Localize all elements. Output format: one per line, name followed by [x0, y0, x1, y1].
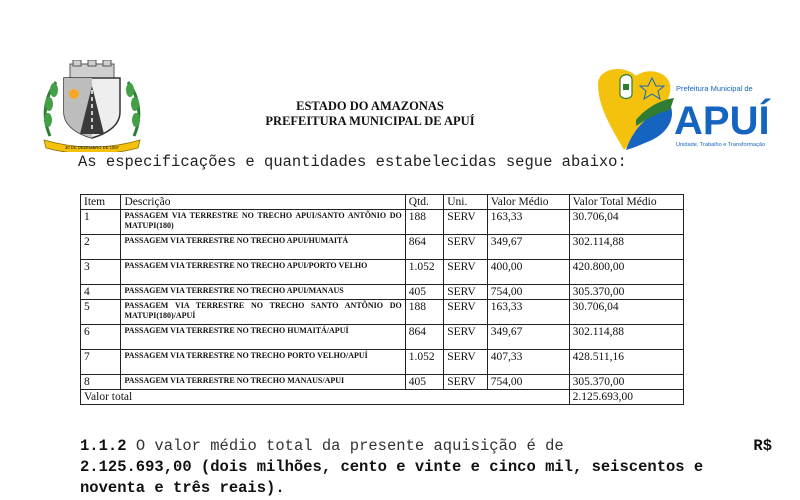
cell-valor-medio: 407,33 [487, 350, 569, 375]
header-valor-total: Valor Total Médio [569, 195, 683, 210]
total-value: 2.125.693,00 [569, 390, 683, 405]
svg-text:Unidade, Trabalho e Transforma: Unidade, Trabalho e Transformação [676, 142, 766, 148]
header-uni: Uni. [444, 195, 488, 210]
total-value-text: 2.125.693,00 (dois milhões, cento e vinte e cinco mil, seiscentos e noventa e três reais). [80, 458, 704, 497]
cell-qtd: 405 [405, 375, 443, 390]
cell-uni: SERV [444, 375, 488, 390]
cell-uni: SERV [444, 235, 488, 260]
cell-qtd: 1.052 [405, 350, 443, 375]
cell-item: 3 [81, 260, 121, 285]
municipal-crest-icon [40, 60, 144, 152]
cell-descricao: PASSAGEM VIA TERRESTRE NO TRECHO HUMAITÁ/APUÍ [121, 325, 405, 350]
cell-item: 1 [81, 210, 121, 235]
cell-uni: SERV [444, 260, 488, 285]
cell-valor-total: 420.800,00 [569, 260, 683, 285]
header-descricao: Descrição [121, 195, 405, 210]
cell-valor-medio: 754,00 [487, 285, 569, 300]
cell-uni: SERV [444, 300, 488, 325]
cell-item: 4 [81, 285, 121, 300]
cell-item: 2 [81, 235, 121, 260]
cell-valor-medio: 163,33 [487, 300, 569, 325]
table-row [81, 350, 684, 375]
clause-text: O valor médio total da presente aquisição é de [135, 437, 564, 455]
specifications-table [80, 194, 684, 405]
cell-valor-medio: 754,00 [487, 375, 569, 390]
cell-valor-medio: 163,33 [487, 210, 569, 235]
cell-descricao: PASSAGEM VIA TERRESTRE NO TRECHO APUI/SANTO ANTÔNIO DO MATUPI(180) [121, 210, 405, 235]
cell-qtd: 1.052 [405, 260, 443, 285]
cell-uni: SERV [444, 210, 488, 235]
svg-text:Prefeitura Municipal de: Prefeitura Municipal de [676, 84, 753, 93]
table-row [81, 285, 684, 300]
cell-valor-medio: 349,67 [487, 325, 569, 350]
header-qtd: Qtd. [405, 195, 443, 210]
cell-valor-total: 30.706,04 [569, 210, 683, 235]
prefecture-name: PREFEITURA MUNICIPAL DE APUÍ [265, 114, 475, 128]
cell-qtd: 864 [405, 235, 443, 260]
cell-item: 8 [81, 375, 121, 390]
table-row [81, 375, 684, 390]
cell-descricao: PASSAGEM VIA TERRESTRE NO TRECHO PORTO VELHO/APUÍ [121, 350, 405, 375]
conclusion-paragraph [80, 436, 772, 499]
cell-valor-total: 305.370,00 [569, 375, 683, 390]
table-header-row [81, 195, 684, 210]
cell-valor-total: 302.114,88 [569, 325, 683, 350]
cell-qtd: 864 [405, 325, 443, 350]
cell-descricao: PASSAGEM VIA TERRESTRE NO TRECHO APUI/PORTO VELHO [121, 260, 405, 285]
cell-descricao: PASSAGEM VIA TERRESTRE NO TRECHO MANAUS/APUI [121, 375, 405, 390]
cell-descricao: PASSAGEM VIA TERRESTRE NO TRECHO SANTO ANTÔNIO DO MATUPI(180)/APUÍ [121, 300, 405, 325]
prefeitura-logo-icon [590, 62, 780, 154]
cell-uni: SERV [444, 350, 488, 375]
cell-qtd: 405 [405, 285, 443, 300]
cell-valor-total: 302.114,88 [569, 235, 683, 260]
cell-valor-medio: 349,67 [487, 235, 569, 260]
table-total-row [81, 390, 684, 405]
state-name: ESTADO DO AMAZONAS [296, 99, 444, 113]
table-row [81, 210, 684, 235]
svg-text:APUÍ: APUÍ [674, 99, 770, 143]
svg-text:30 DE DEZEMBRO DE 1987: 30 DE DEZEMBRO DE 1987 [65, 145, 119, 150]
cell-uni: SERV [444, 325, 488, 350]
cell-valor-medio: 400,00 [487, 260, 569, 285]
cell-valor-total: 30.706,04 [569, 300, 683, 325]
cell-item: 7 [81, 350, 121, 375]
table-row [81, 235, 684, 260]
cell-descricao: PASSAGEM VIA TERRESTRE NO TRECHO APUI/HUMAITÁ [121, 235, 405, 260]
table-row [81, 325, 684, 350]
header-title-block [200, 99, 540, 129]
cell-uni: SERV [444, 285, 488, 300]
cell-valor-total: 428.511,16 [569, 350, 683, 375]
cell-qtd: 188 [405, 210, 443, 235]
table-row [81, 260, 684, 285]
currency-symbol: R$ [753, 437, 772, 455]
table-row [81, 300, 684, 325]
header-valor-medio: Valor Médio [487, 195, 569, 210]
cell-valor-total: 305.370,00 [569, 285, 683, 300]
total-label: Valor total [81, 390, 570, 405]
cell-item: 5 [81, 300, 121, 325]
header-item: Item [81, 195, 121, 210]
cell-descricao: PASSAGEM VIA TERRESTRE NO TRECHO APUI/MANAUS [121, 285, 405, 300]
cell-item: 6 [81, 325, 121, 350]
cell-qtd: 188 [405, 300, 443, 325]
intro-text: As especificações e quantidades estabelecidas segue abaixo: [78, 153, 627, 171]
clause-number: 1.1.2 [80, 437, 127, 455]
